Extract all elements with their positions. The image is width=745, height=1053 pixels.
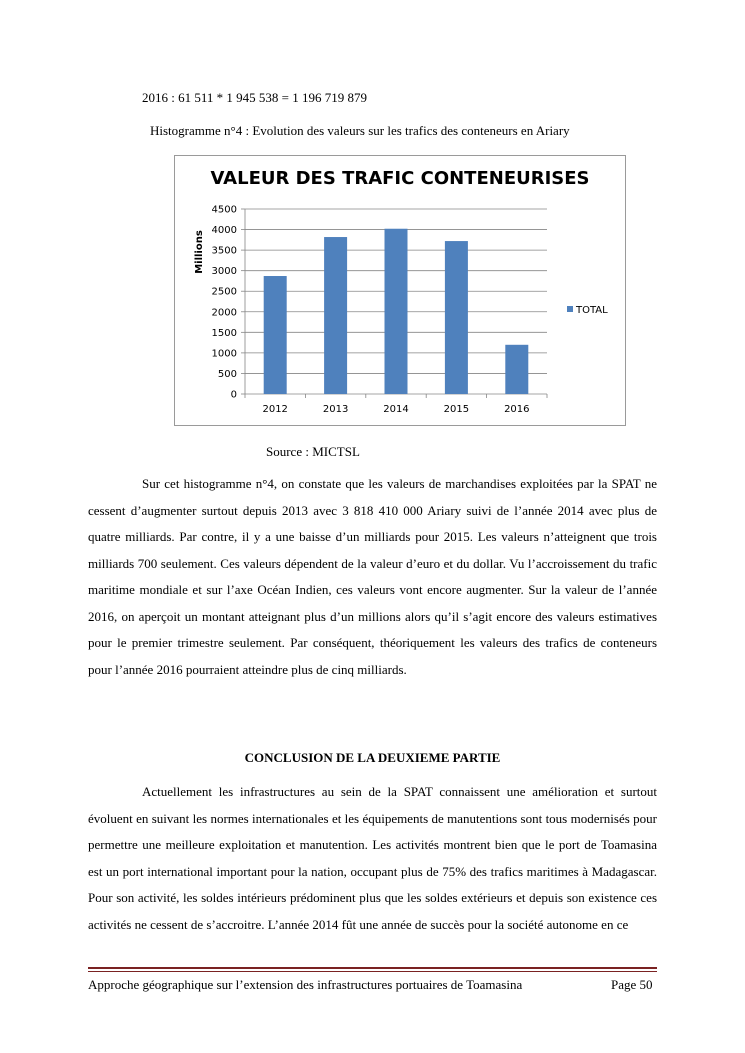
x-tick-label: 2012	[262, 404, 288, 415]
y-tick-label: 1000	[211, 348, 237, 360]
y-tick-label: 1500	[211, 327, 237, 339]
x-tick-label: 2014	[383, 404, 409, 415]
legend-swatch	[567, 306, 573, 312]
footer-title: Approche géographique sur l’extension des infrastructures portuaires de Toamasina	[88, 977, 523, 992]
y-tick-label: 4500	[211, 204, 237, 216]
footer-divider-thin	[88, 971, 657, 972]
bar-chart	[175, 156, 625, 425]
formula-line: 2016 : 61 511 * 1 945 538 = 1 196 719 879	[142, 90, 367, 105]
legend-label: TOTAL	[576, 305, 608, 316]
y-axis-label: Millions	[194, 230, 205, 274]
y-tick-label: 2000	[211, 307, 237, 319]
y-tick-label: 500	[217, 368, 237, 380]
bar-2016	[505, 345, 528, 394]
analysis-paragraph	[88, 471, 657, 683]
section-heading: CONCLUSION DE LA DEUXIEME PARTIE	[244, 750, 501, 765]
bar-2014	[385, 229, 408, 394]
y-tick-label: 4000	[211, 225, 237, 237]
page-number: Page 50	[611, 977, 653, 992]
footer-divider	[88, 967, 657, 969]
x-tick-label: 2015	[443, 404, 470, 415]
x-tick-label: 2013	[322, 404, 349, 415]
figure-source: Source : MICTSL	[266, 444, 360, 459]
bar-2015	[445, 241, 468, 394]
chart-frame	[174, 155, 626, 426]
paragraph-text: Sur cet histogramme n°4, on constate que les valeurs de marchandises exploitées par la SPAT ne cessent d’augmenter surtout depuis 2013 avec 3 818 410 000 Ariary suivi de l’année 2014 avec plus de quatre milliards. Par contre, il y a une baisse d’un milliards pour 2015. Les valeurs n’atteignent que trois milliards 700 seulement. Ces valeurs dépendent de la valeur d’euro et du dollar. Vu l’accroissement du trafic maritime mondiale et sur l’axe Océan Indien, ces valeurs vont encore augmenter. Sur la valeur de l’année 2016, on aperçoit un montant atteignant plus d’un millions alors qu’il s’agit encore des valeurs estimatives pour le premier trimestre seulement. Par conséquent, théoriquement les valeurs des trafics de conteneurs pour l’année 2016 pourraient atteindre plus de cinq milliards.	[88, 476, 657, 677]
y-tick-label: 3000	[211, 266, 237, 278]
y-tick-label: 3500	[211, 245, 237, 257]
chart-title: VALEUR DES TRAFIC CONTENEURISES	[210, 168, 590, 189]
y-tick-label: 2500	[211, 286, 237, 298]
y-tick-label: 0	[230, 389, 237, 401]
x-tick-label: 2016	[504, 404, 530, 415]
bar-2012	[264, 276, 287, 394]
figure-caption: Histogramme n°4 : Evolution des valeurs sur les trafics des conteneurs en Ariary	[150, 123, 570, 138]
conclusion-paragraph	[88, 779, 657, 938]
paragraph-text: Actuellement les infrastructures au sein de la SPAT connaissent une amélioration et surtout évoluent en suivant les normes internationales et les équipements de manutentions sont tous modernisés pour permettre une meilleure exploitation et manutention. Les activités montrent bien que le port de Toamasina est un port international important pour la nation, occupant plus de 75% des trafics maritimes à Madagascar. Pour son activité, les soldes intérieurs prédominent plus que les soldes extérieurs et depuis son existence ces activités ne cessent de s’accroitre. L’année 2014 fût une année de succès pour la société autonome en ce	[88, 784, 657, 932]
bar-2013	[324, 237, 347, 394]
